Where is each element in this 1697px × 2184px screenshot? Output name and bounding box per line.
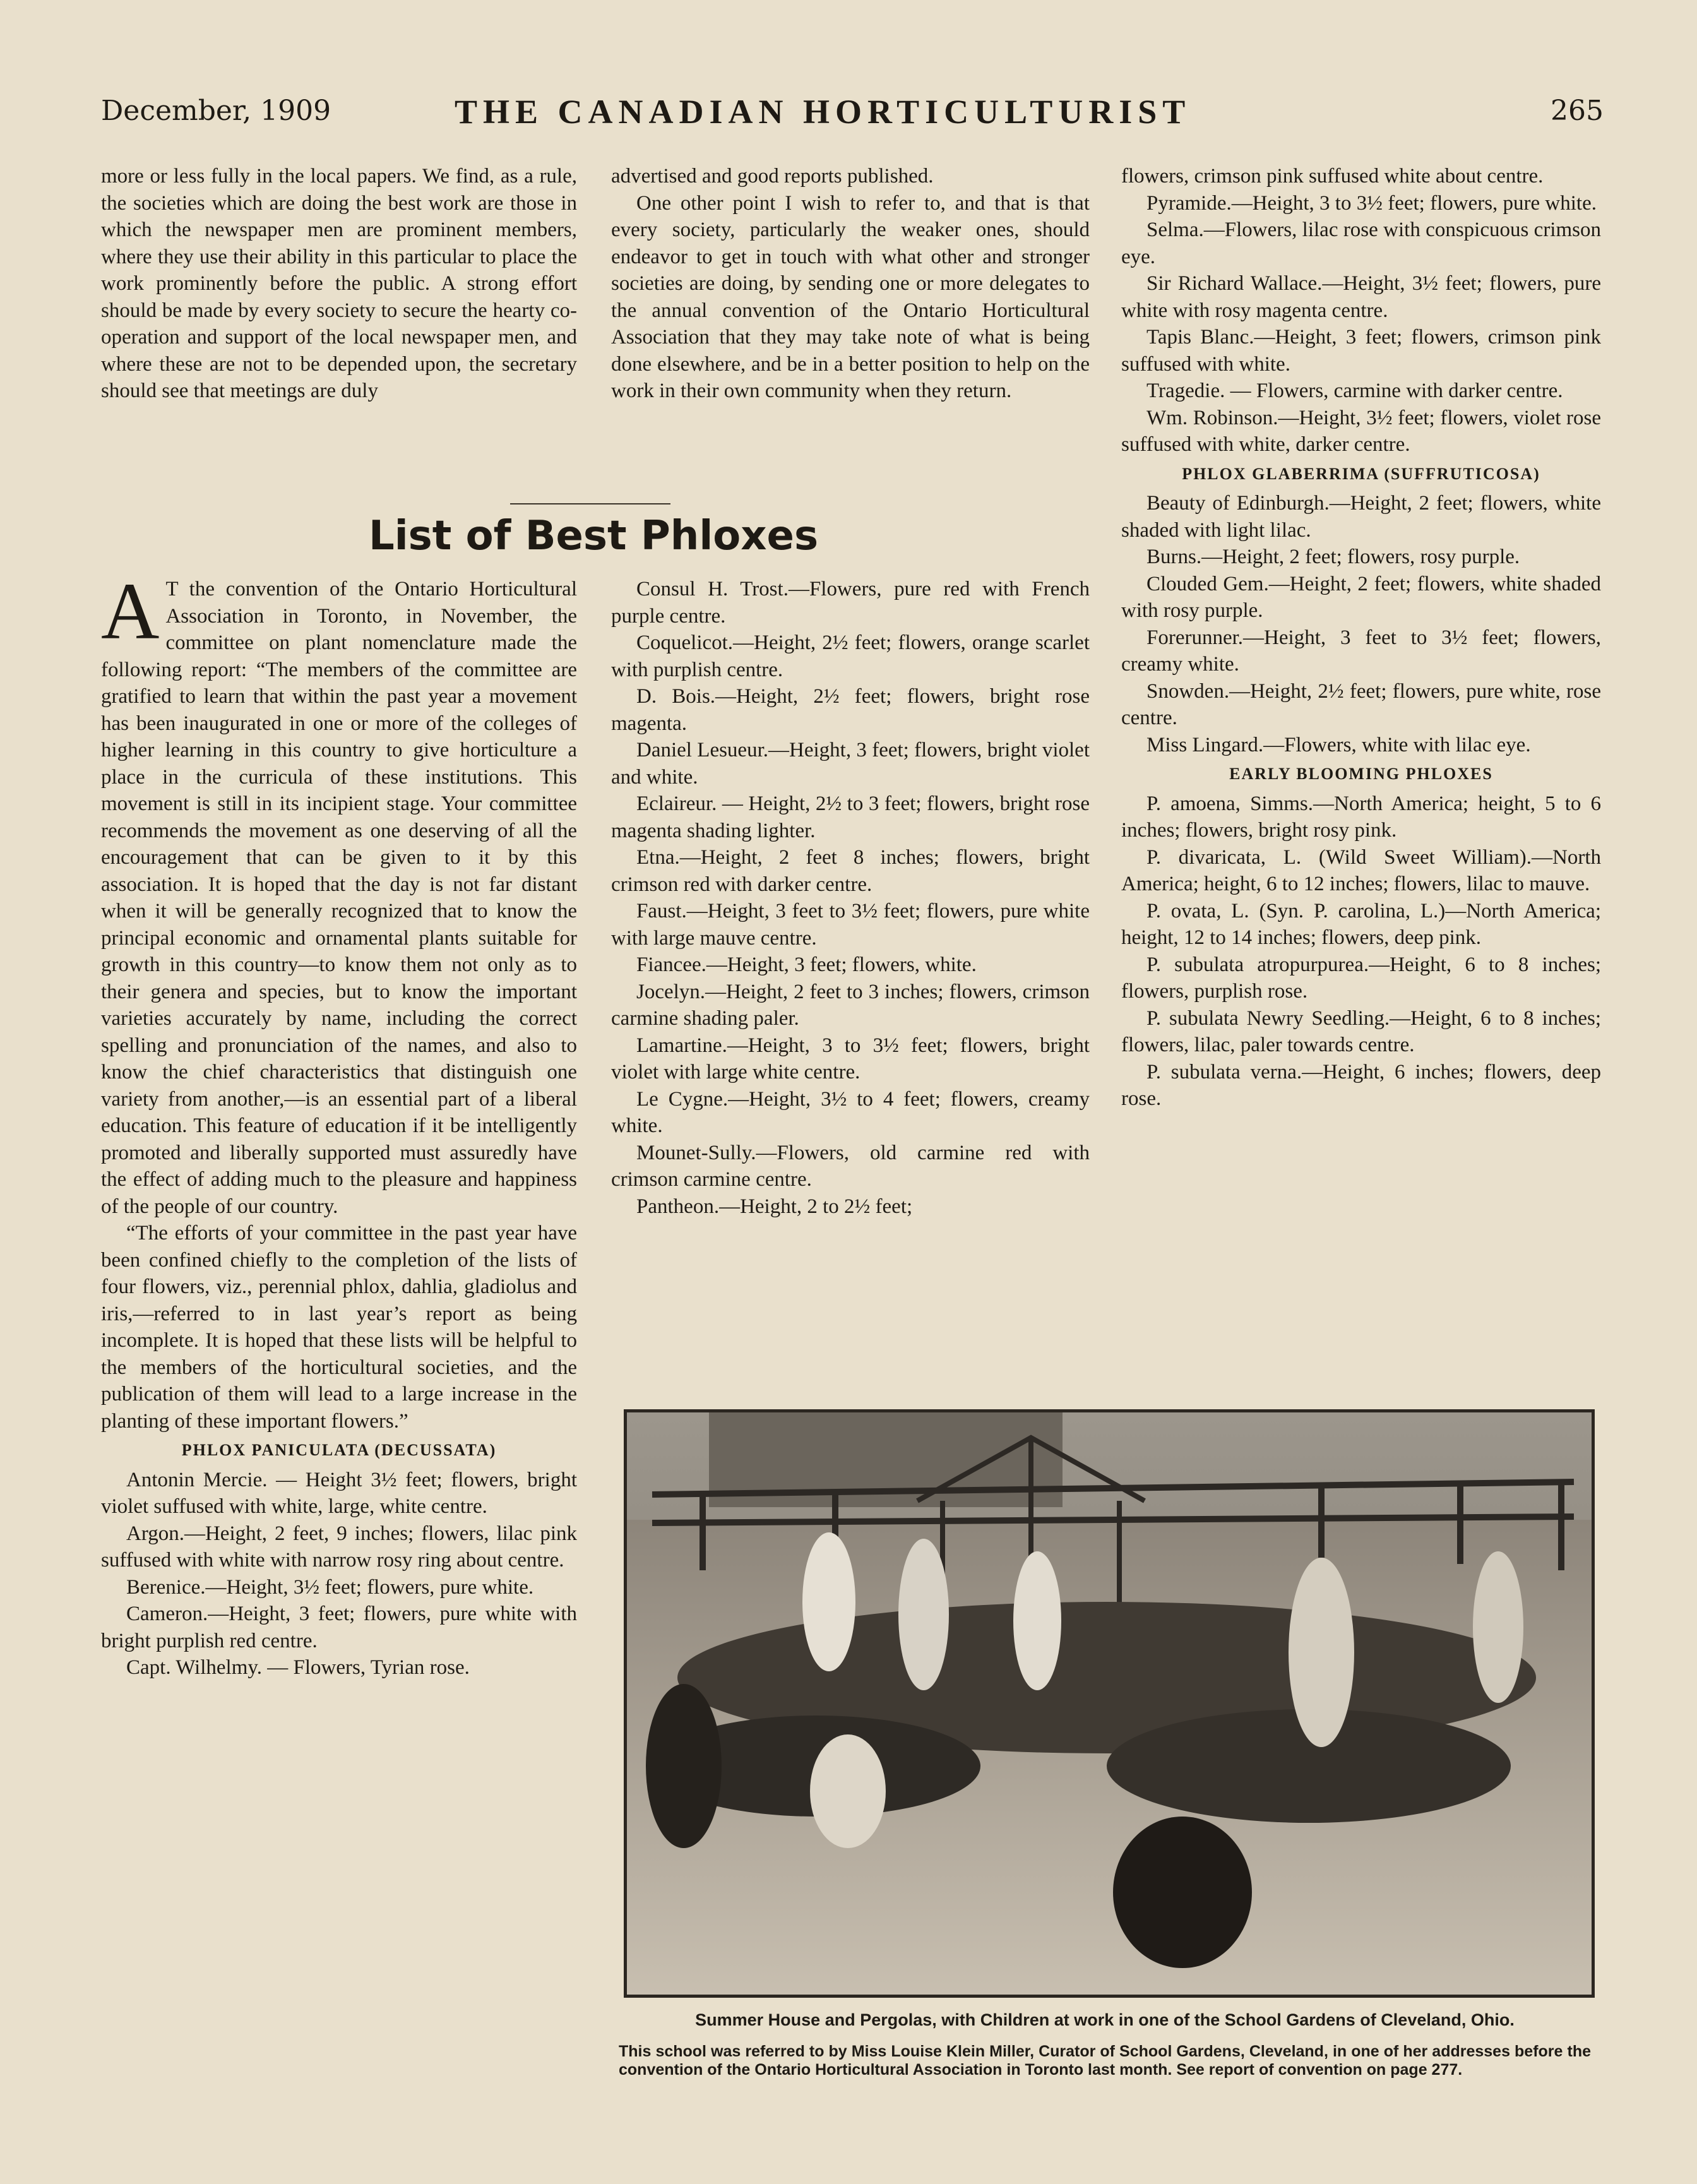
article-title: List of Best Phloxes (368, 513, 819, 559)
list-item: Miss Lingard.—Flowers, white with lilac eye. (1146, 733, 1531, 756)
list-item: Forerunner.—Height, 3 feet to 3½ feet; flowers, creamy white. (1121, 626, 1601, 676)
intro-text: T the convention of the Ontario Horticultural Association in Toronto, in November, the committee on plant nomenclature made the following report: “The members of the committee are gratified to learn that within the past year a movement has been inaugurated in one or more of the colleges of higher learning in this country to give horticulture a place in the curricula of these institutions. This movement is still in its incipient stage. Your committee recommends the movement as one deserving of all the encouragement that can be given to it by this association. It is hoped that the day is not far distant when it will be generally recognized that to know the principal economic and ornamental plants suitable for growth in this country—to know them not only as to their genera and species, but to know the important varieties accurately by name, including the correct spelling and pronunciation of the names, and also to know the chief characteristics that distinguish one variety from another,—is an essential part of a liberal education. This feature of education if it be intelligently promoted and liberally supported must assuredly have the effect of adding much to the pleasure and happiness of the people of our country. (101, 578, 577, 1218)
list-item: Argon.—Height, 2 feet, 9 inches; flowers, lilac pink suffused with white with narrow rosy ring about centre. (101, 1522, 577, 1572)
list-item: Etna.—Height, 2 feet 8 inches; flowers, bright crimson red with darker centre. (611, 846, 1090, 896)
list-item: Lamartine.—Height, 3 to 3½ feet; flowers, bright violet with large white centre. (611, 1034, 1090, 1083)
continued-text-col1 (101, 163, 577, 405)
list-item: Jocelyn.—Height, 2 feet to 3 inches; flowers, crimson carmine shading paler. (611, 980, 1090, 1030)
list-item: Eclaireur. — Height, 2½ to 3 feet; flowers, bright rose magenta shading lighter. (611, 792, 1090, 842)
list-item: Pantheon.—Height, 2 to 2½ feet; (636, 1195, 913, 1218)
article-col1 (101, 566, 577, 1681)
list-item: flowers, crimson pink suffused white about centre. (1121, 165, 1544, 188)
list-item: Beauty of Edinburgh.—Height, 2 feet; flowers, white shaded with light lilac. (1121, 492, 1601, 542)
list-item: P. subulata atropurpurea.—Height, 6 to 8 inches; flowers, purplish rose. (1121, 953, 1601, 1003)
article-col2 (611, 576, 1090, 1220)
section-heading-glaberrima: PHLOX GLABERRIMA (SUFFRUTICOSA) (1182, 464, 1540, 483)
caption-body: This school was referred to by Miss Louise Klein Miller, Curator of School Gardens, Cleveland, in one of her addresses before the convention of the Ontario Horticultural Association in Toronto last month. See report of convention on page 277. (619, 2043, 1591, 2079)
list-item: Cameron.—Height, 3 feet; flowers, pure white with bright purplish red centre. (101, 1602, 577, 1652)
list-item: Le Cygne.—Height, 3½ to 4 feet; flowers, creamy white. (611, 1087, 1090, 1137)
list-item: D. Bois.—Height, 2½ feet; flowers, bright rose magenta. (611, 685, 1090, 735)
list-item: P. amoena, Simms.—North America; height, 5 to 6 inches; flowers, bright rosy pink. (1121, 792, 1601, 842)
school-garden-photo (624, 1409, 1595, 1998)
intro-paragraph (101, 566, 577, 1220)
list-item: Sir Richard Wallace.—Height, 3½ feet; flowers, pure white with rosy magenta centre. (1121, 272, 1601, 322)
list-item: Berenice.—Height, 3½ feet; flowers, pure white. (126, 1575, 534, 1599)
list-item: Coquelicot.—Height, 2½ feet; flowers, orange scarlet with purplish centre. (611, 631, 1090, 681)
continued-text-col2 (611, 163, 1090, 405)
dropcap: A (101, 566, 160, 656)
list-item: Snowden.—Height, 2½ feet; flowers, pure white, rose centre. (1121, 679, 1601, 729)
list-item: Mounet-Sully.—Flowers, old carmine red with crimson carmine centre. (611, 1141, 1090, 1191)
article-col3 (1121, 163, 1601, 1113)
issue-date: December, 1909 (101, 95, 331, 127)
paragraph: One other point I wish to refer to, and that is that every society, particularly the weaker ones, should endeavor to get in touch with what other and stronger societies are doing, by sending one or more delegates to the annual convention of the Ontario Horticultural Association that they may take note of what is being done elsewhere, and be in a better position to help on the work in their own community when they return. (611, 191, 1090, 402)
section-heading-early-blooming: EARLY BLOOMING PHLOXES (1229, 765, 1493, 783)
list-item: Tapis Blanc.—Height, 3 feet; flowers, crimson pink suffused with white. (1121, 326, 1601, 376)
list-item: P. subulata Newry Seedling.—Height, 6 to 8 inches; flowers, lilac, paler towards centre. (1121, 1006, 1601, 1056)
list-item: Faust.—Height, 3 feet to 3½ feet; flowers, pure white with large mauve centre. (611, 900, 1090, 950)
list-item: Capt. Wilhelmy. — Flowers, Tyrian rose. (126, 1656, 470, 1679)
photo-illustration (627, 1412, 1592, 1995)
list-item: Pyramide.—Height, 3 to 3½ feet; flowers, pure white. (1146, 191, 1597, 215)
running-header (101, 95, 1604, 145)
list-item: Consul H. Trost.—Flowers, pure red with French purple centre. (611, 578, 1090, 628)
list-item: Tragedie. — Flowers, carmine with darker centre. (1146, 379, 1563, 402)
paragraph: “The efforts of your committee in the past year have been confined chiefly to the completion of the lists of four flowers, viz., perennial phlox, dahlia, gladiolus and iris,—referred to in last year’s report as being incomplete. It is hoped that these lists will be helpful to the members of the horticultural societies, and the publication of them will lead to a large increase in the planting of these important flowers.” (101, 1222, 577, 1433)
divider-rule (510, 503, 670, 504)
list-item: Fiancee.—Height, 3 feet; flowers, white. (636, 953, 977, 976)
page-number: 265 (1551, 95, 1604, 127)
magazine-title: THE CANADIAN HORTICULTURIST (455, 93, 1191, 131)
list-item: Antonin Mercie. — Height 3½ feet; flowers, bright violet suffused with white, large, white centre. (101, 1468, 577, 1518)
list-item: P. ovata, L. (Syn. P. carolina, L.)—North America; height, 12 to 14 inches; flowers, deep pink. (1121, 899, 1601, 949)
list-item: P. divaricata, L. (Wild Sweet William).—North America; height, 6 to 12 inches; flowers, lilac to mauve. (1121, 845, 1601, 895)
photo-caption (619, 2010, 1591, 2079)
list-item: P. subulata verna.—Height, 6 inches; flowers, deep rose. (1121, 1060, 1601, 1110)
section-heading-paniculata: PHLOX PANICULATA (DECUSSATA) (181, 1441, 497, 1459)
list-item: Selma.—Flowers, lilac rose with conspicuous crimson eye. (1121, 218, 1601, 268)
list-item: Burns.—Height, 2 feet; flowers, rosy purple. (1146, 546, 1520, 568)
paragraph: more or less fully in the local papers. We find, as a rule, the societies which are doing the best work are those in which the newspaper men are prominent members, where they use their ability in this particular to place the work prominently before the public. A strong effort should be made by every society to secure the hearty co-operation and support of the local newspaper men, and where these are not to be depended upon, the secretary should see that meetings are duly (101, 165, 577, 402)
list-item: Daniel Lesueur.—Height, 3 feet; flowers, bright violet and white. (611, 739, 1090, 789)
list-item: Clouded Gem.—Height, 2 feet; flowers, white shaded with rosy purple. (1121, 572, 1601, 622)
list-item: Wm. Robinson.—Height, 3½ feet; flowers, violet rose suffused with white, darker centre. (1121, 406, 1601, 456)
paragraph: advertised and good reports published. (611, 165, 934, 188)
caption-title: Summer House and Pergolas, with Children at work in one of the School Gardens of Cleveland, Ohio. (695, 2010, 1515, 2029)
